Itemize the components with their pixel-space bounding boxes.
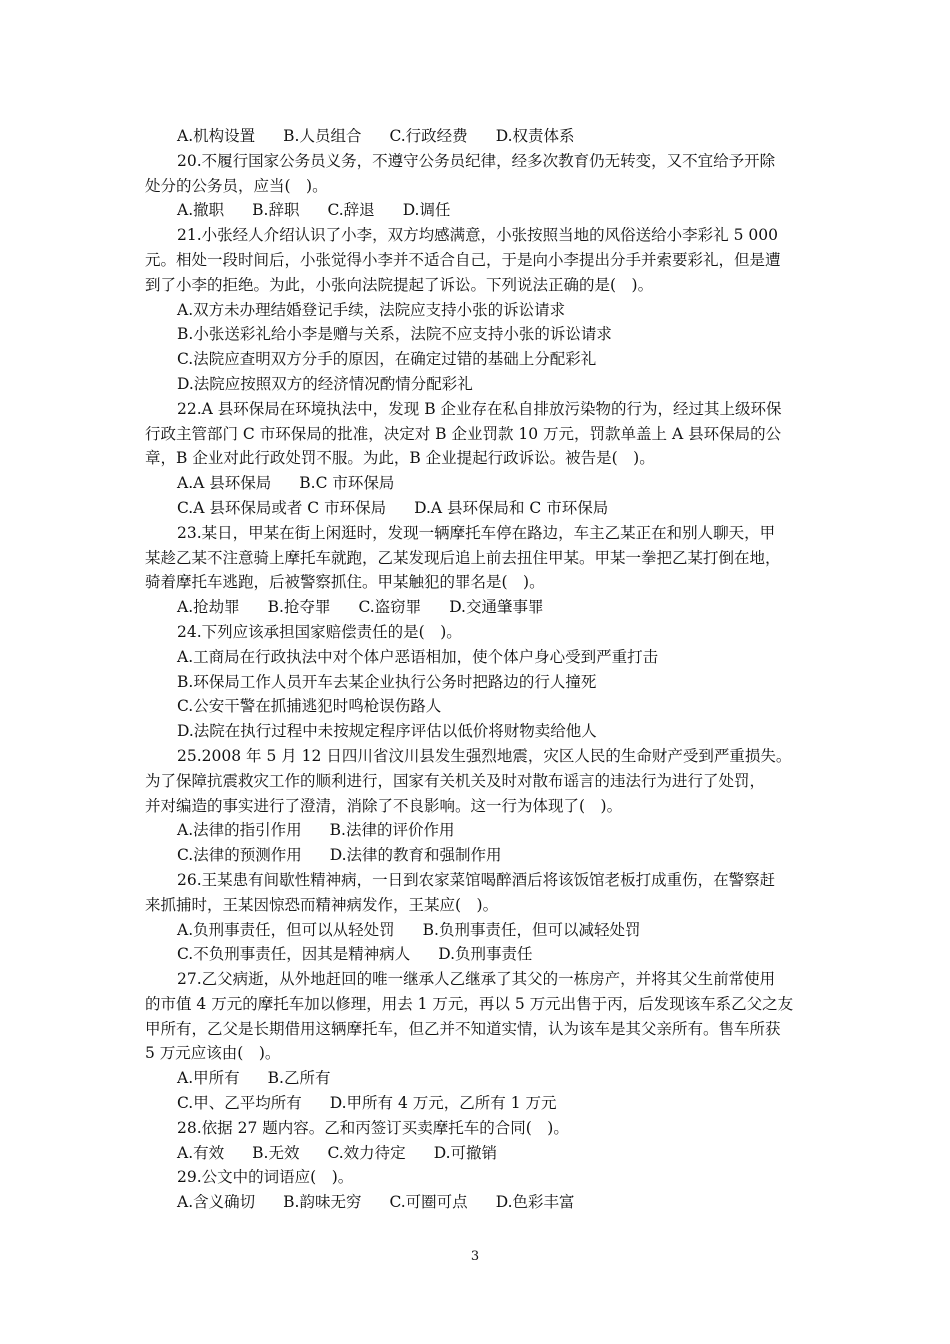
answer-option: B.负刑事责任，但可以减轻处罚 [422,920,641,939]
answer-option: D.负刑事责任 [438,945,533,964]
answer-option: B.韵味无穷 [283,1193,362,1212]
answer-options-row [145,1190,810,1215]
answer-option: D.可撤销 [433,1143,498,1162]
text-line: 22.A 县环保局在环境执法中，发现 B 企业存在私自排放污染物的行为，经过其上级环保 [177,399,782,418]
answer-option: D.色彩丰富 [495,1193,575,1212]
text-line: A.双方未办理结婚登记手续，法院应支持小张的诉讼请求 [177,300,566,319]
page-number: 3 [470,1249,480,1264]
text-line: 并对编造的事实进行了澄清，消除了不良影响。这一行为体现了( )。 [145,796,623,815]
answer-option: A.含义确切 [177,1193,256,1212]
answer-option: C.甲、乙平均所有 [177,1094,302,1113]
text-line: 25.2008 年 5 月 12 日四川省汶川县发生强烈地震，灾区人民的生命财产受到严重损失。 [177,746,792,765]
answer-option: C.辞退 [327,201,375,220]
answer-option: A.A 县环保局 [177,474,272,493]
answer-options-row [145,843,810,868]
text-line: 处分的公务员，应当( )。 [145,176,328,195]
text-line: D.法院在执行过程中未按规定程序评估以低价将财物卖给他人 [177,722,597,741]
answer-option: B.人员组合 [283,127,362,145]
answer-options-row [145,1141,810,1166]
text-line: B.环保局工作人员开车去某企业执行公务时把路边的行人撞死 [177,672,597,691]
text-line: 28.依据 27 题内容。乙和丙签订买卖摩托车的合同( )。 [177,1118,569,1137]
answer-option: B.C 市环保局 [299,474,395,493]
answer-option: A.法律的指引作用 [177,821,302,840]
answer-option: D.甲所有 4 万元，乙所有 1 万元 [329,1094,557,1113]
answer-option: C.盗窃罪 [358,598,422,617]
question-text-block [145,124,810,1215]
answer-options-row [145,942,810,967]
answer-options-row [145,918,810,943]
answer-option: A.有效 [177,1143,225,1162]
text-line: 行政主管部门 C 市环保局的批准，决定对 B 企业罚款 10 万元，罚款单盖上 A 县环保局的公 [145,424,782,443]
answer-option: C.可圈可点 [389,1193,468,1212]
answer-option: D.交通肇事罪 [449,598,544,617]
answer-option: A.负刑事责任，但可以从轻处罚 [177,920,395,939]
text-line: 5 万元应该由( )。 [145,1044,281,1063]
answer-options-row [145,496,810,521]
text-line: 来抓捕时，王某因惊恐而精神病发作，王某应( )。 [145,895,499,914]
answer-option: A.甲所有 [177,1069,240,1088]
text-line: B.小张送彩礼给小李是赠与关系，法院不应支持小张的诉讼请求 [177,325,612,344]
answer-options-row [145,198,810,223]
answer-options-row [145,1091,810,1116]
answer-options-row [145,595,810,620]
answer-option: B.抢夺罪 [267,598,331,617]
text-line: 甲所有，乙父是长期借用这辆摩托车，但乙并不知道实情，认为该车是其父亲所有。售车所获 [145,1019,781,1038]
answer-option: D.法律的教育和强制作用 [329,846,502,865]
answer-option: D.A 县环保局和 C 市环保局 [414,498,609,517]
answer-option: C.效力待定 [327,1143,406,1162]
answer-option: D.权责体系 [495,127,575,145]
answer-options-row [145,124,810,149]
text-line: 26.王某患有间歇性精神病，一日到农家菜馆喝醉酒后将该饭馆老板打成重伤，在警察赶 [177,870,776,889]
answer-option: A.机构设置 [177,127,256,145]
text-line: 23.某日，甲某在街上闲逛时，发现一辆摩托车停在路边，车主乙某正在和别人聊天，甲 [177,523,776,542]
text-line: 某趁乙某不注意骑上摩托车就跑，乙某发现后追上前去扭住甲某。甲某一拳把乙某打倒在地， [145,548,781,567]
answer-option: B.辞职 [252,201,300,220]
text-line: D.法院应按照双方的经济情况酌情分配彩礼 [177,374,473,393]
text-line: 为了保障抗震救灾工作的顺利进行，国家有关机关及时对散布谣言的违法行为进行了处罚， [145,771,766,790]
text-line: 24.下列应该承担国家赔偿责任的是( )。 [177,622,462,641]
answer-option: A.撤职 [177,201,225,220]
answer-option: B.无效 [252,1143,300,1162]
answer-options-row [145,471,810,496]
answer-option: C.行政经费 [389,127,468,145]
answer-option: D.调任 [402,201,451,220]
text-line: C.公安干警在抓捕逃犯时鸣枪误伤路人 [177,697,442,716]
text-line: 21.小张经人介绍认识了小李，双方均感满意，小张按照当地的风俗送给小李彩礼 5 000 [177,226,778,245]
text-line: 20.不履行国家公务员义务，不遵守公务员纪律，经多次教育仍无转变，又不宜给予开除 [177,151,776,170]
text-line: 章，B 企业对此行政处罚不服。为此，B 企业提起行政诉讼。被告是( )。 [145,449,655,468]
text-line: A.工商局在行政执法中对个体户恶语相加，使个体户身心受到严重打击 [177,647,659,666]
text-line: 27.乙父病逝，从外地赶回的唯一继承人乙继承了其父的一栋房产，并将其父生前常使用 [177,970,776,989]
answer-option: C.A 县环保局或者 C 市环保局 [177,498,387,517]
answer-option: B.法律的评价作用 [329,821,455,840]
answer-option: B.乙所有 [267,1069,331,1088]
answer-options-row [145,1066,810,1091]
answer-option: C.不负刑事责任，因其是精神病人 [177,945,411,964]
text-line: C.法院应查明双方分手的原因，在确定过错的基础上分配彩礼 [177,350,597,369]
text-line: 29.公文中的词语应( )。 [177,1168,354,1187]
text-line: 元。相处一段时间后，小张觉得小李并不适合自己，于是向小李提出分手并索要彩礼，但是遭 [145,250,781,269]
answer-options-row [145,818,810,843]
answer-option: A.抢劫罪 [177,598,240,617]
text-line: 骑着摩托车逃跑，后被警察抓住。甲某触犯的罪名是( )。 [145,573,545,592]
answer-option: C.法律的预测作用 [177,846,302,865]
text-line: 到了小李的拒绝。为此，小张向法院提起了诉讼。下列说法正确的是( )。 [145,275,654,294]
text-line: 的市值 4 万元的摩托车加以修理，用去 1 万元，再以 5 万元出售于丙，后发现该车系乙父之友 [145,994,794,1013]
